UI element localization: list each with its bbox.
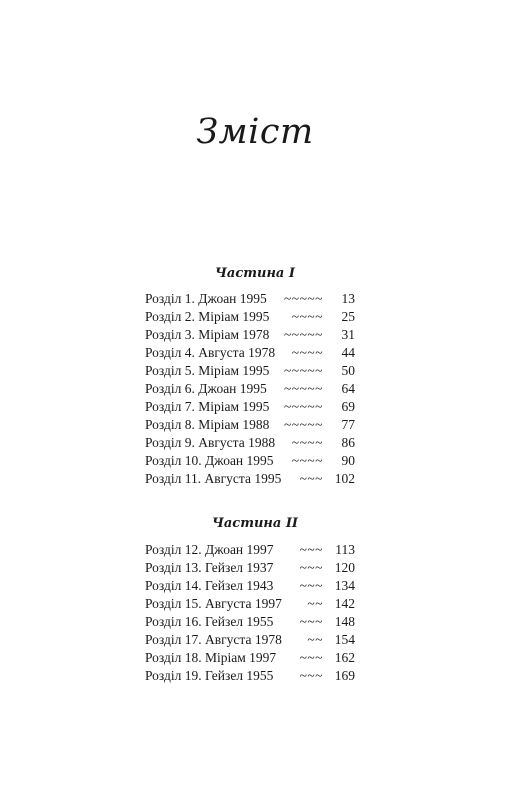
toc-entry-label: Розділ 6. Джоан 1995 <box>145 381 267 396</box>
toc-entry-page: 64 <box>341 381 355 396</box>
toc-entry-page: 86 <box>341 435 355 450</box>
page-title: Зміст <box>196 112 314 152</box>
toc-entry-label: Розділ 15. Августа 1997 <box>145 596 282 611</box>
toc-entry <box>145 398 355 416</box>
part-heading-1: Частина І <box>215 266 295 281</box>
toc-entry-page: 120 <box>334 560 355 575</box>
part-heading-2: Частина ІІ <box>211 516 298 531</box>
toc-entry-label: Розділ 1. Джоан 1995 <box>145 291 267 306</box>
toc-entry-label: Розділ 8. Міріам 1988 <box>145 417 270 432</box>
toc-entry-leader: ~~~~~ <box>283 399 323 414</box>
toc-entry-leader: ~~~~~ <box>283 327 323 342</box>
toc-entry-label: Розділ 10. Джоан 1995 <box>145 453 274 468</box>
toc-entry-page: 44 <box>341 345 355 360</box>
toc-entry-leader: ~~~~~ <box>283 363 323 378</box>
toc-entry <box>145 452 355 470</box>
toc-entry-leader: ~~~ <box>299 578 323 593</box>
toc-entry-page: 162 <box>334 650 355 665</box>
toc-part-2 <box>145 541 355 685</box>
toc-entry-page: 148 <box>334 614 355 629</box>
toc-entry-leader: ~~~ <box>299 668 323 683</box>
toc-entry <box>145 541 355 559</box>
toc-entry-label: Розділ 9. Августа 1988 <box>145 435 276 450</box>
toc-entry-label: Розділ 16. Гейзел 1955 <box>145 614 274 629</box>
toc-entry-leader: ~~~~ <box>291 345 323 360</box>
toc-entry-leader: ~~~ <box>299 560 323 575</box>
toc-entry-page: 142 <box>334 596 355 611</box>
toc-entry-label: Розділ 19. Гейзел 1955 <box>145 668 274 683</box>
toc-entry-page: 13 <box>341 291 355 306</box>
toc-entry <box>145 559 355 577</box>
toc-entry-label: Розділ 3. Міріам 1978 <box>145 327 270 342</box>
toc-entry-page: 31 <box>341 327 355 342</box>
toc-entry-label: Розділ 5. Міріам 1995 <box>145 363 270 378</box>
toc-entry-leader: ~~~~~ <box>283 291 323 306</box>
toc-entry <box>145 290 355 308</box>
toc-entry <box>145 362 355 380</box>
toc-entry-page: 134 <box>334 578 355 593</box>
toc-entry-leader: ~~~ <box>299 471 323 486</box>
toc-entry-leader: ~~~~~ <box>283 381 323 396</box>
toc-entry-label: Розділ 2. Міріам 1995 <box>145 309 270 324</box>
toc-entry <box>145 308 355 326</box>
toc-entry-page: 69 <box>341 399 355 414</box>
toc-entry-page: 113 <box>335 542 355 557</box>
toc-entry <box>145 613 355 631</box>
toc-entry-page: 77 <box>341 417 355 432</box>
toc-entry <box>145 631 355 649</box>
toc-entry <box>145 577 355 595</box>
toc-entry-leader: ~~~~ <box>291 309 323 324</box>
toc-entry-label: Розділ 11. Августа 1995 <box>145 471 282 486</box>
toc-entry-leader: ~~~ <box>299 542 323 557</box>
toc-entry-label: Розділ 4. Августа 1978 <box>145 345 276 360</box>
toc-entry-page: 102 <box>334 471 355 486</box>
toc-entry-label: Розділ 12. Джоан 1997 <box>145 542 274 557</box>
toc-entry-page: 25 <box>341 309 355 324</box>
toc-entry <box>145 434 355 452</box>
toc-entry-leader: ~~ <box>307 596 323 611</box>
toc-entry-label: Розділ 13. Гейзел 1937 <box>145 560 274 575</box>
toc-entry <box>145 416 355 434</box>
toc-entry-page: 50 <box>341 363 355 378</box>
toc-entry <box>145 380 355 398</box>
toc-entry-page: 90 <box>341 453 355 468</box>
toc-part-1 <box>145 290 355 488</box>
toc-entry-leader: ~~~~ <box>291 453 323 468</box>
toc-entry-label: Розділ 7. Міріам 1995 <box>145 399 270 414</box>
toc-entry <box>145 326 355 344</box>
toc-entry-page: 154 <box>334 632 355 647</box>
toc-entry-leader: ~~~ <box>299 614 323 629</box>
toc-entry-leader: ~~~~~ <box>283 417 323 432</box>
toc-entry <box>145 667 355 685</box>
toc-entry <box>145 470 355 488</box>
toc-entry-leader: ~~~ <box>299 650 323 665</box>
toc-entry-label: Розділ 18. Міріам 1997 <box>145 650 277 665</box>
toc-entry <box>145 649 355 667</box>
toc-entry-page: 169 <box>334 668 355 683</box>
toc-entry-label: Розділ 14. Гейзел 1943 <box>145 578 274 593</box>
toc-entry <box>145 595 355 613</box>
toc-entry <box>145 344 355 362</box>
toc-entry-leader: ~~~~ <box>291 435 323 450</box>
toc-entry-label: Розділ 17. Августа 1978 <box>145 632 282 647</box>
toc-entry-leader: ~~ <box>307 632 323 647</box>
